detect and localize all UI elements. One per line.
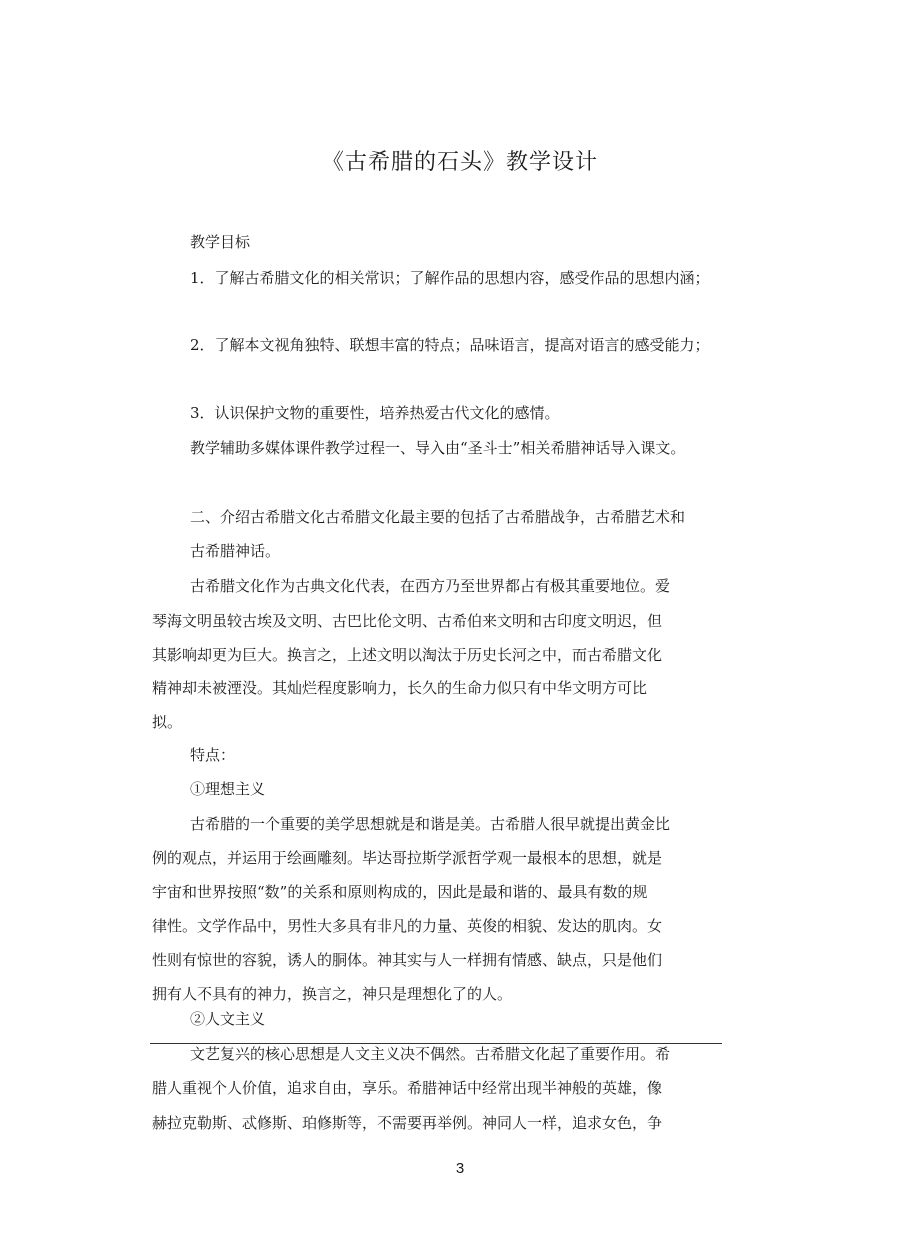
paragraph-line: 宇宙和世界按照“数”的关系和原则构成的，因此是最和谐的、最具有数的规 <box>152 883 648 901</box>
paragraph-line: 赫拉克勒斯、忒修斯、珀修斯等，不需要再举例。神同人一样，追求女色，争 <box>152 1114 663 1132</box>
paragraph-line: 古希腊的一个重要的美学思想就是和谐是美。古希腊人很早就提出黄金比 <box>190 815 671 833</box>
paragraph-line: 精神却未被湮没。其灿烂程度影响力，长久的生命力似只有中华文明方可比 <box>152 679 648 697</box>
paragraph-line: 琴海文明虽较古埃及文明、古巴比伦文明、古希伯来文明和古印度文明迟，但 <box>152 612 663 630</box>
paragraph-line: 其影响却更为巨大。换言之，上述文明以淘汰于历史长河之中，而古希腊文化 <box>152 646 663 664</box>
objective-item-2: 2．了解本文视角独特、联想丰富的特点；品味语言，提高对语言的感受能力； <box>190 336 710 354</box>
paragraph-line: 拥有人不具有的神力，换言之，神只是理想化了的人。 <box>152 985 513 1003</box>
paragraph-line: 文艺复兴的核心思想是人文主义决不偶然。古希腊文化起了重要作用。希 <box>190 1045 671 1063</box>
paragraph-line: 性则有惊世的容貌，诱人的胴体。神其实与人一样拥有情感、缺点，只是他们 <box>152 951 663 969</box>
paragraph-line: 例的观点，并运用于绘画雕刻。毕达哥拉斯学派哲学观一最根本的思想，就是 <box>152 849 663 867</box>
objective-item-1: 1．了解古希腊文化的相关常识；了解作品的思想内容，感受作品的思想内涵； <box>190 269 710 287</box>
subheading-features: 特点： <box>190 746 236 764</box>
paragraph-line: 古希腊神话。 <box>190 542 281 560</box>
paragraph-line: 腊人重视个人价值，追求自由，享乐。希腊神话中经常出现半神般的英雄，像 <box>152 1079 663 1097</box>
paragraph-line: 律性。文学作品中，男性大多具有非凡的力量、英俊的相貌、发达的肌肉。女 <box>152 917 663 935</box>
teaching-process-intro: 教学辅助多媒体课件教学过程一、导入由“圣斗士”相关希腊神话导入课文。 <box>190 439 686 457</box>
page-number: 3 <box>455 1160 465 1177</box>
objective-item-3: 3．认识保护文物的重要性，培养热爱古代文化的感情。 <box>190 404 560 422</box>
paragraph-line: 二、介绍古希腊文化古希腊文化最主要的包括了古希腊战争，古希腊艺术和 <box>190 508 686 526</box>
subheading-humanism: ②人文主义 <box>190 1010 266 1028</box>
section-heading-objectives: 教学目标 <box>190 233 251 251</box>
subheading-idealism: ①理想主义 <box>190 780 266 798</box>
paragraph-line: 古希腊文化作为古典文化代表，在西方乃至世界都占有极其重要地位。爱 <box>190 577 671 595</box>
document-title: 《古希腊的石头》教学设计 <box>321 150 598 175</box>
paragraph-line: 拟。 <box>152 713 183 731</box>
